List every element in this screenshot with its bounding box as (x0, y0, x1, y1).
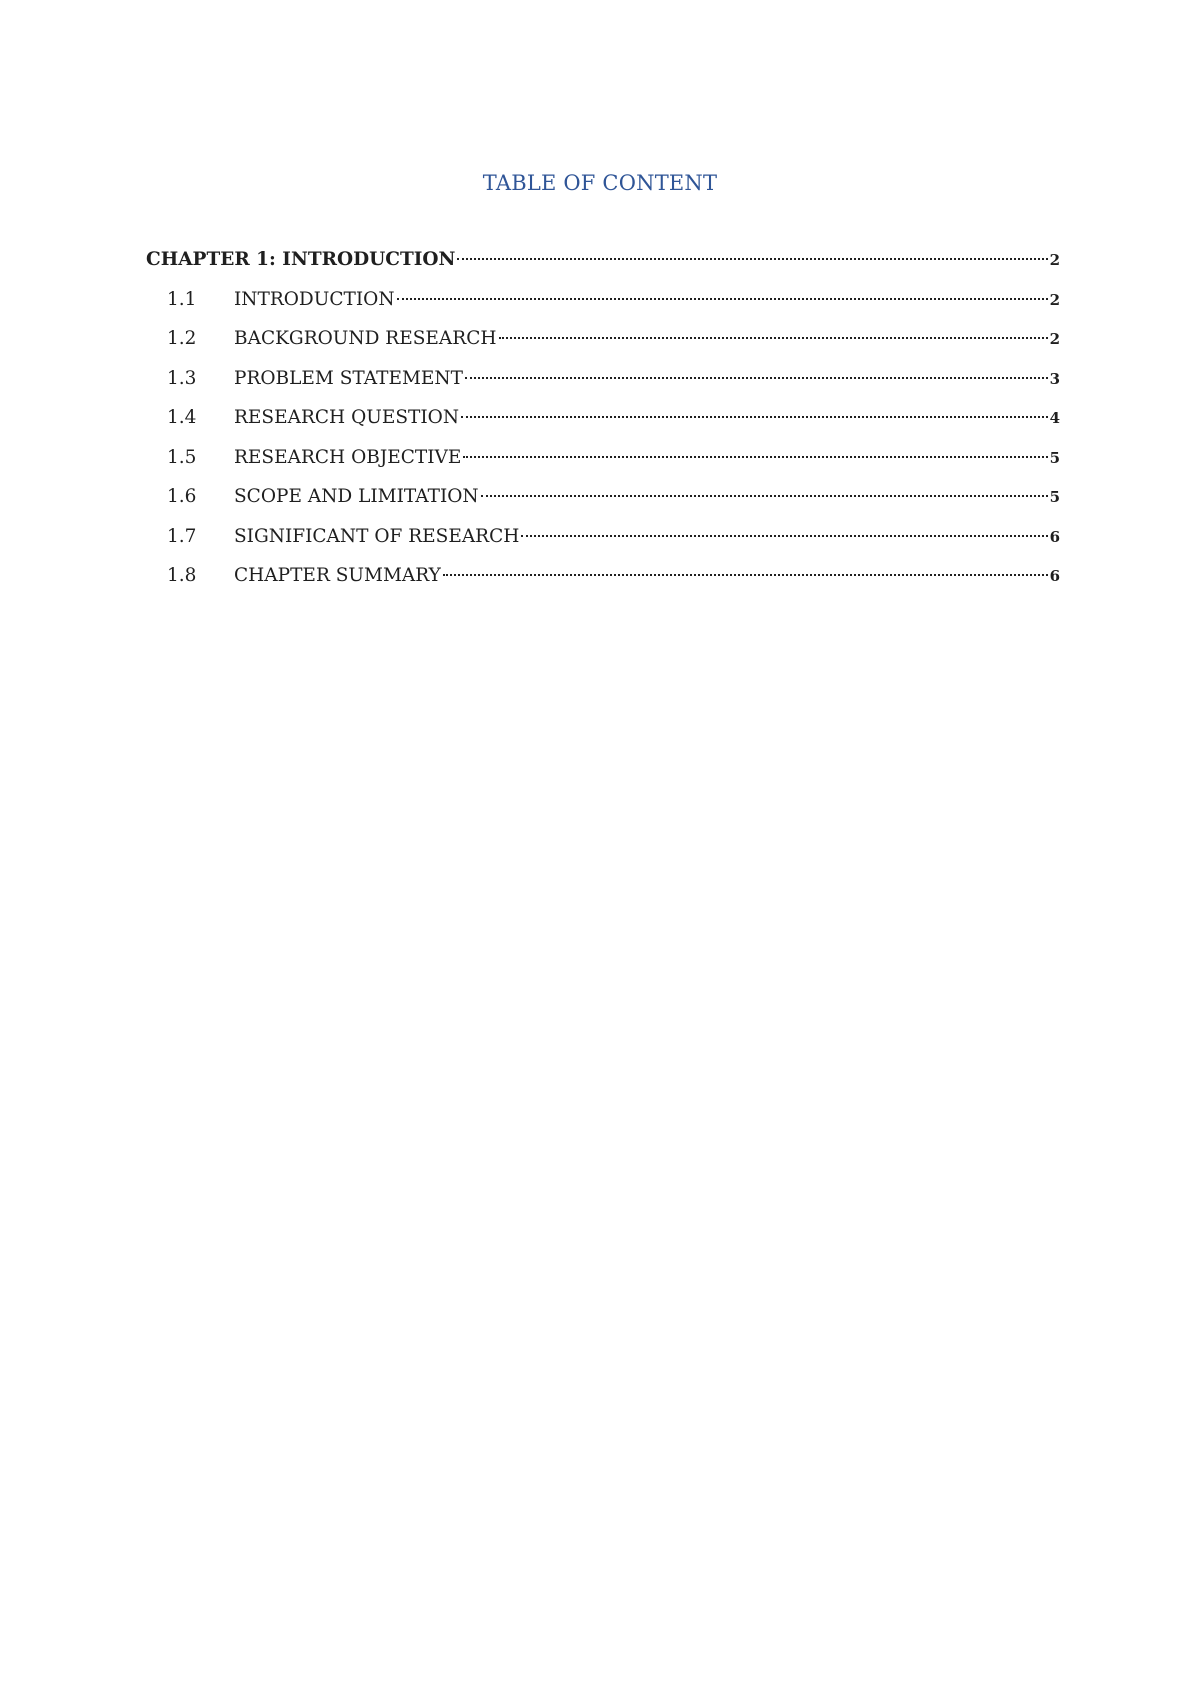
toc-entry-page: 2 (1049, 290, 1060, 309)
toc-dot-leader (443, 574, 1048, 576)
toc-entry-label: CHAPTER SUMMARY (234, 565, 441, 586)
toc-entry-page: 6 (1049, 527, 1060, 546)
toc-entry-number: 1.4 (167, 407, 197, 428)
toc-entry-number: 1.8 (167, 565, 197, 586)
toc-entry-1-1[interactable] (146, 285, 1060, 325)
toc-entry-number: 1.7 (167, 525, 197, 547)
toc-entry-1-2[interactable] (146, 324, 1060, 364)
toc-entry-number: 1.3 (167, 367, 197, 389)
toc-dot-leader (465, 377, 1048, 379)
toc-dot-leader (521, 535, 1047, 537)
toc-entry-page: 2 (1049, 330, 1060, 348)
toc-title: TABLE OF CONTENT (482, 171, 718, 195)
toc-list (146, 245, 1060, 601)
toc-entry-page: 5 (1049, 488, 1060, 506)
toc-entry-page: 5 (1049, 448, 1060, 467)
toc-entry-number: 1.6 (167, 486, 197, 507)
toc-entry-page: 6 (1049, 567, 1060, 585)
toc-entry-label: INTRODUCTION (234, 288, 395, 310)
toc-entry-1-7[interactable] (146, 522, 1060, 562)
toc-entry-1-6[interactable] (146, 482, 1060, 522)
toc-entry-1-3[interactable] (146, 364, 1060, 404)
toc-entry-1-4[interactable] (146, 403, 1060, 443)
toc-entry-label: SIGNIFICANT OF RESEARCH (234, 525, 520, 547)
toc-entry-label: BACKGROUND RESEARCH (234, 328, 497, 349)
toc-entry-chapter-1[interactable] (146, 245, 1060, 285)
toc-entry-1-8[interactable] (146, 561, 1060, 601)
toc-entry-number: 1.1 (167, 288, 197, 310)
toc-entry-page: 3 (1049, 369, 1060, 388)
toc-entry-number: 1.5 (167, 446, 197, 468)
toc-dot-leader (463, 456, 1047, 458)
toc-entry-page: 2 (1049, 251, 1060, 269)
toc-dot-leader (397, 298, 1048, 300)
toc-entry-number: 1.2 (167, 328, 197, 349)
toc-dot-leader (481, 495, 1048, 497)
toc-entry-label: SCOPE AND LIMITATION (234, 486, 479, 507)
toc-entry-label: RESEARCH OBJECTIVE (234, 446, 462, 468)
toc-dot-leader (499, 337, 1048, 339)
toc-entry-1-5[interactable] (146, 443, 1060, 483)
toc-dot-leader (461, 416, 1048, 418)
toc-entry-page: 4 (1049, 409, 1060, 427)
toc-entry-label: PROBLEM STATEMENT (234, 367, 463, 389)
toc-entry-label: CHAPTER 1: INTRODUCTION (146, 249, 456, 270)
toc-dot-leader (457, 258, 1047, 260)
toc-entry-label: RESEARCH QUESTION (234, 407, 460, 428)
